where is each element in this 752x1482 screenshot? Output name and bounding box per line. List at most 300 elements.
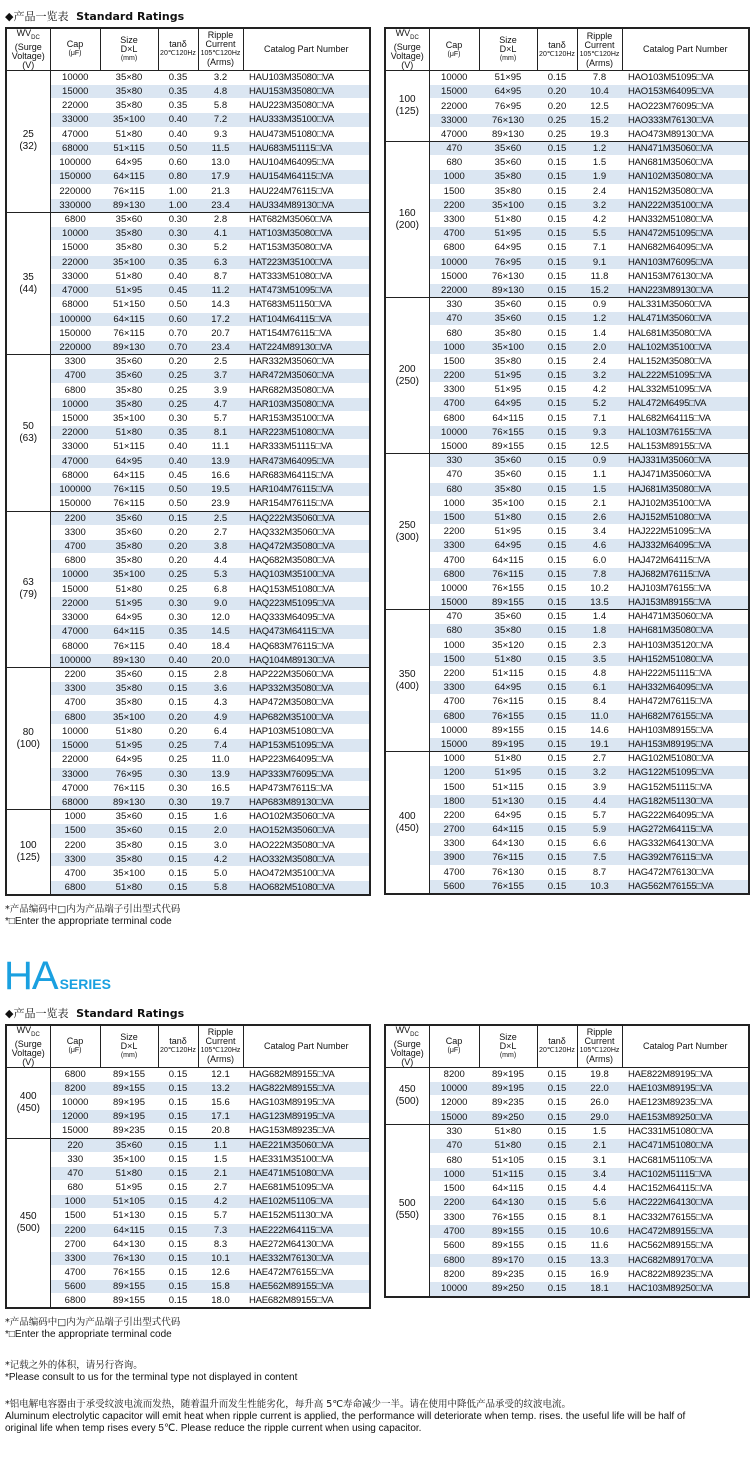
capacitance-cell: 150000 (50, 170, 100, 184)
tan-delta-cell: 0.50 (158, 298, 198, 312)
part-number-cell: HAU473M51080□VA (243, 127, 370, 141)
table-row (6, 1294, 370, 1309)
header-capacitance-line: (μF) (68, 1047, 82, 1055)
part-number-cell: HAR682M35080□VA (243, 383, 370, 397)
table-row (385, 652, 749, 666)
part-number-cell: HAR473M64095□VA (243, 454, 370, 468)
ripple-current-cell: 1.8 (577, 624, 622, 638)
part-number-cell: HAO332M35080□VA (243, 852, 370, 866)
size-cell: 35×80 (100, 838, 158, 852)
part-number-cell: HAG182M51130□VA (622, 794, 749, 808)
voltage-cell (385, 1124, 429, 1296)
header-capacitance-line: Cap (445, 39, 463, 50)
size-cell: 51×95 (479, 766, 537, 780)
header-voltage (6, 28, 50, 70)
capacitance-cell: 15000 (429, 85, 479, 99)
part-number-cell: HAO333M76130□VA (622, 113, 749, 127)
capacitance-cell: 100000 (50, 156, 100, 170)
tan-delta-cell: 0.15 (537, 638, 577, 652)
ripple-current-cell: 13.9 (198, 454, 243, 468)
tan-delta-cell: 0.15 (537, 1196, 577, 1210)
part-number-cell: HAU333M35100□VA (243, 113, 370, 127)
capacitance-cell: 4700 (50, 696, 100, 710)
part-number-cell: HAR333M51115□VA (243, 440, 370, 454)
part-number-cell: HAJ103M76155□VA (622, 581, 749, 595)
size-cell: 76×115 (100, 639, 158, 653)
rated-voltage: 400 (19, 1090, 37, 1102)
capacitance-cell: 8200 (429, 1267, 479, 1281)
header-voltage-line: (Surge (393, 41, 421, 52)
table-row (6, 653, 370, 667)
ripple-current-cell: 6.6 (577, 837, 622, 851)
capacitance-cell: 15000 (50, 1124, 100, 1138)
capacitance-cell: 10000 (429, 255, 479, 269)
rated-voltage: 25 (22, 129, 34, 141)
part-number-cell: HAC152M64115□VA (622, 1182, 749, 1196)
header-ripple-line: Current (205, 1036, 236, 1047)
surge-voltage: (125) (395, 106, 419, 118)
capacitance-cell: 1000 (429, 496, 479, 510)
size-cell: 51×150 (100, 298, 158, 312)
header-size (100, 1025, 158, 1067)
table-row (6, 881, 370, 896)
size-cell: 51×80 (100, 582, 158, 596)
part-number-cell: HAE562M89155□VA (243, 1280, 370, 1294)
header-part-number: Catalog Part Number (243, 1025, 370, 1067)
header-ripple-line: Ripple (586, 1027, 613, 1038)
header-size-line: Size (120, 1031, 138, 1042)
size-cell: 35×80 (100, 554, 158, 568)
capacitance-cell: 2700 (429, 823, 479, 837)
tan-delta-cell: 0.15 (537, 241, 577, 255)
size-cell: 51×115 (479, 780, 537, 794)
part-number-cell: HAE221M35060□VA (243, 1138, 370, 1152)
note-cn: *产品编码中□内为产品端子引出型式代码 (5, 904, 181, 915)
ripple-current-cell: 13.3 (577, 1253, 622, 1267)
size-cell: 51×80 (100, 269, 158, 283)
tan-delta-cell: 0.15 (537, 1239, 577, 1253)
tan-delta-cell: 0.15 (537, 1210, 577, 1224)
capacitance-cell: 3300 (50, 1251, 100, 1265)
header-ripple-line: (Arms) (207, 1054, 234, 1065)
table-row (6, 1138, 370, 1152)
size-cell: 35×80 (100, 696, 158, 710)
part-number-cell: HAT224M89130□VA (243, 340, 370, 354)
header-voltage-line: (V) (401, 59, 414, 70)
part-number-cell: HAL472M6495□VA (622, 397, 749, 411)
tan-delta-cell: 0.15 (537, 369, 577, 383)
size-cell: 35×80 (100, 852, 158, 866)
part-number-cell: HAG332M64130□VA (622, 837, 749, 851)
tan-delta-cell: 0.15 (537, 283, 577, 297)
table-row (385, 709, 749, 723)
capacitance-cell: 68000 (50, 639, 100, 653)
ripple-current-cell: 2.6 (577, 510, 622, 524)
capacitance-cell: 2200 (429, 369, 479, 383)
ripple-current-cell: 23.4 (198, 198, 243, 212)
rated-voltage: 160 (398, 207, 416, 219)
part-number-cell: HAH332M64095□VA (622, 681, 749, 695)
header-ripple-line: (Arms) (586, 57, 613, 68)
header-ripple-line: 105℃120Hz (200, 1047, 241, 1055)
section-heading-2 (5, 1005, 184, 1021)
capacitance-cell: 3300 (429, 681, 479, 695)
ripple-current-cell: 15.6 (198, 1096, 243, 1110)
size-cell: 89×130 (100, 653, 158, 667)
capacitance-cell: 680 (429, 326, 479, 340)
tan-delta-cell: 0.30 (158, 611, 198, 625)
tan-delta-cell: 0.15 (158, 1110, 198, 1124)
ripple-current-cell: 26.0 (577, 1096, 622, 1110)
part-number-cell: HAT682M35060□VA (243, 212, 370, 226)
ripple-current-cell: 18.1 (577, 1282, 622, 1297)
tan-delta-cell: 0.30 (158, 795, 198, 809)
ripple-current-cell: 5.2 (577, 397, 622, 411)
size-cell: 89×250 (479, 1282, 537, 1297)
table-row (385, 1067, 749, 1081)
part-number-cell: HAO682M51080□VA (243, 881, 370, 896)
table-row (6, 497, 370, 511)
size-cell: 51×80 (100, 1166, 158, 1180)
table-row (6, 1251, 370, 1265)
size-cell: 35×60 (100, 355, 158, 369)
capacitance-cell: 330 (429, 298, 479, 312)
table-row (385, 411, 749, 425)
table-row (6, 739, 370, 753)
header-voltage-line: (Surge (393, 1038, 421, 1049)
ripple-current-cell: 4.2 (577, 383, 622, 397)
table-row (6, 426, 370, 440)
table-row (385, 283, 749, 297)
part-number-cell: HAL471M35060□VA (622, 312, 749, 326)
note-en: *Please consult to us for the terminal type not displayed in content (5, 1372, 298, 1383)
tan-delta-cell: 0.15 (537, 510, 577, 524)
voltage-cell (385, 1067, 429, 1124)
tan-delta-cell: 0.60 (158, 156, 198, 170)
ratings-table-3 (5, 1024, 371, 1309)
size-cell: 35×60 (479, 142, 537, 156)
table-row (6, 611, 370, 625)
size-cell: 35×100 (479, 198, 537, 212)
part-number-cell: HAO153M64095□VA (622, 85, 749, 99)
part-number-cell: HAL152M35080□VA (622, 354, 749, 368)
capacitance-cell: 1000 (429, 638, 479, 652)
tan-delta-cell: 0.40 (158, 440, 198, 454)
header-size-line: Size (120, 34, 138, 45)
tan-delta-cell: 0.50 (158, 483, 198, 497)
table-row (385, 212, 749, 226)
header-part-number: Catalog Part Number (622, 1025, 749, 1067)
header-capacitance-line: (μF) (68, 50, 82, 58)
tan-delta-cell: 0.60 (158, 312, 198, 326)
header-row (6, 1025, 370, 1067)
size-cell: 51×80 (100, 881, 158, 896)
tan-delta-cell: 0.25 (158, 383, 198, 397)
table-row (6, 326, 370, 340)
part-number-cell: HAG822M89155□VA (243, 1081, 370, 1095)
header-size-line: D×L (120, 1040, 138, 1051)
part-number-cell: HAG122M51095□VA (622, 766, 749, 780)
tan-delta-cell: 0.15 (158, 881, 198, 896)
section-heading (5, 8, 184, 24)
tan-delta-cell: 0.15 (537, 71, 577, 85)
capacitance-cell: 6800 (50, 212, 100, 226)
capacitance-cell: 100000 (50, 653, 100, 667)
table-row (385, 1182, 749, 1196)
table-row (6, 625, 370, 639)
table-row (385, 227, 749, 241)
ripple-current-cell: 1.5 (577, 1124, 622, 1138)
header-ripple (577, 1025, 622, 1067)
ripple-current-cell: 7.5 (577, 851, 622, 865)
voltage-cell (385, 298, 429, 454)
part-number-cell: HAQ473M64115□VA (243, 625, 370, 639)
tan-delta-cell: 0.15 (158, 1124, 198, 1138)
size-cell: 64×95 (479, 808, 537, 822)
size-cell: 51×115 (479, 666, 537, 680)
part-number-cell: HAE681M51095□VA (243, 1181, 370, 1195)
capacitance-cell: 2200 (429, 666, 479, 680)
capacitance-cell: 68000 (50, 795, 100, 809)
size-cell: 89×195 (479, 1067, 537, 1081)
capacitance-cell: 220000 (50, 184, 100, 198)
part-number-cell: HAL681M35080□VA (622, 326, 749, 340)
capacitance-cell: 470 (429, 312, 479, 326)
part-number-cell: HAP683M89130□VA (243, 795, 370, 809)
tan-delta-cell: 0.15 (537, 1253, 577, 1267)
tan-delta-cell: 0.15 (537, 298, 577, 312)
table-row (6, 99, 370, 113)
size-cell: 35×100 (100, 255, 158, 269)
tan-delta-cell: 0.15 (158, 838, 198, 852)
table-row (385, 1282, 749, 1297)
tan-delta-cell: 0.25 (158, 568, 198, 582)
part-number-cell: HAL682M64115□VA (622, 411, 749, 425)
capacitance-cell: 4700 (429, 865, 479, 879)
header-ripple-line: Current (584, 39, 615, 50)
table-row (6, 85, 370, 99)
rated-voltage: 50 (22, 420, 34, 432)
tan-delta-cell: 0.15 (537, 354, 577, 368)
part-number-cell: HAP472M35080□VA (243, 696, 370, 710)
part-number-cell: HAN223M89130□VA (622, 283, 749, 297)
size-cell: 89×155 (100, 1081, 158, 1095)
surge-voltage: (200) (395, 219, 419, 231)
size-cell: 35×60 (100, 824, 158, 838)
part-number-cell: HAJ331M35060□VA (622, 454, 749, 468)
header-voltage-line: WV (395, 28, 411, 39)
size-cell: 89×155 (479, 1239, 537, 1253)
ratings-table-4 (384, 1024, 750, 1298)
capacitance-cell: 22000 (50, 426, 100, 440)
part-number-cell: HAU153M35080□VA (243, 85, 370, 99)
size-cell: 76×115 (100, 781, 158, 795)
ripple-current-cell: 13.2 (198, 1081, 243, 1095)
size-cell: 76×130 (100, 1251, 158, 1265)
size-cell: 51×95 (479, 227, 537, 241)
size-cell: 35×80 (100, 383, 158, 397)
ripple-current-cell: 11.1 (198, 440, 243, 454)
tan-delta-cell: 1.00 (158, 198, 198, 212)
capacitance-cell: 6800 (429, 241, 479, 255)
part-number-cell: HAN152M35080□VA (622, 184, 749, 198)
size-cell: 35×100 (479, 340, 537, 354)
table-row (6, 1223, 370, 1237)
ripple-current-cell: 15.2 (577, 283, 622, 297)
size-cell: 35×100 (100, 867, 158, 881)
header-voltage-line: WV (16, 28, 32, 38)
capacitance-cell: 470 (429, 1139, 479, 1153)
ripple-current-cell: 8.4 (577, 695, 622, 709)
tan-delta-cell: 0.15 (158, 810, 198, 824)
surge-voltage: (32) (19, 141, 38, 153)
header-tan-delta-line: 20℃120Hz (539, 1047, 575, 1055)
size-cell: 35×80 (100, 241, 158, 255)
part-number-cell: HAQ223M51095□VA (243, 596, 370, 610)
header-tan-delta-line: tanδ (169, 39, 187, 50)
capacitance-cell: 22000 (50, 99, 100, 113)
size-cell: 64×95 (479, 241, 537, 255)
capacitance-cell: 1500 (50, 1209, 100, 1223)
table-row (385, 1225, 749, 1239)
size-cell: 76×115 (100, 326, 158, 340)
ripple-current-cell: 0.9 (577, 298, 622, 312)
series-title (4, 954, 111, 999)
rated-voltage: 100 (398, 94, 416, 106)
header-capacitance-line: (μF) (447, 1047, 461, 1055)
tan-delta-cell: 0.40 (158, 653, 198, 667)
table-row (6, 767, 370, 781)
size-cell: 89×195 (100, 1096, 158, 1110)
note-en: Aluminum electrolytic capacitor will emit heat when ripple current is applied, the performance will deteriorate when temp. rises. the useful life will be half of (5, 1411, 686, 1422)
size-cell: 35×60 (100, 511, 158, 525)
part-number-cell: HAJ222M51095□VA (622, 525, 749, 539)
part-number-cell: HAP153M51095□VA (243, 739, 370, 753)
ripple-current-cell: 6.1 (577, 681, 622, 695)
size-cell: 35×80 (479, 184, 537, 198)
part-number-cell: HAN471M35060□VA (622, 142, 749, 156)
part-number-cell: HAT223M35100□VA (243, 255, 370, 269)
tan-delta-cell: 0.15 (158, 1294, 198, 1309)
series-suffix: SERIES (59, 976, 111, 992)
capacitance-cell: 10000 (429, 425, 479, 439)
capacitance-cell: 2200 (50, 1223, 100, 1237)
size-cell: 76×155 (479, 879, 537, 894)
size-cell: 89×235 (479, 1267, 537, 1281)
table-row (6, 269, 370, 283)
part-number-cell: HAJ681M35080□VA (622, 482, 749, 496)
header-size-line: (mm) (499, 55, 517, 63)
capacitance-cell: 330 (429, 1124, 479, 1138)
terminal-note-2 (5, 1317, 180, 1341)
table-row (385, 354, 749, 368)
ripple-current-cell: 3.6 (198, 682, 243, 696)
part-number-cell: HAN681M35060□VA (622, 156, 749, 170)
capacitance-cell: 6800 (50, 710, 100, 724)
table-row (6, 1280, 370, 1294)
capacitance-cell: 47000 (50, 625, 100, 639)
table-row (6, 184, 370, 198)
part-number-cell: HAN472M51095□VA (622, 227, 749, 241)
part-number-cell: HAR332M35060□VA (243, 355, 370, 369)
size-cell: 35×120 (479, 638, 537, 652)
header-capacitance-line: (μF) (447, 50, 461, 58)
part-number-cell: HAN153M76130□VA (622, 269, 749, 283)
part-number-cell: HAT473M51095□VA (243, 284, 370, 298)
capacitance-cell: 15000 (50, 582, 100, 596)
rated-voltage: 450 (398, 1083, 416, 1095)
terminal-note (5, 904, 180, 928)
table-row (385, 1253, 749, 1267)
table-row (385, 525, 749, 539)
part-number-cell: HAT153M35080□VA (243, 241, 370, 255)
tan-delta-cell: 0.15 (537, 156, 577, 170)
part-number-cell: HAE272M64130□VA (243, 1237, 370, 1251)
part-number-cell: HAT103M35080□VA (243, 227, 370, 241)
capacitance-cell: 1500 (429, 652, 479, 666)
size-cell: 35×100 (100, 1152, 158, 1166)
note-cn: *记载之外的体积，请另行咨询。 (5, 1360, 143, 1371)
table-row (385, 723, 749, 737)
table-row (6, 582, 370, 596)
tan-delta-cell: 0.15 (158, 682, 198, 696)
header-capacitance (50, 1025, 100, 1067)
part-number-cell: HAE682M89155□VA (243, 1294, 370, 1309)
note-cn: *铝电解电容器由于承受纹波电流而发热，随着温升而发生性能劣化，每升高 5℃寿命减少一半。请在使用中降低产品承受的纹波电流。 (5, 1399, 571, 1410)
tan-delta-cell: 0.25 (537, 127, 577, 141)
ripple-current-cell: 1.2 (577, 312, 622, 326)
table-row (6, 369, 370, 383)
size-cell: 35×60 (479, 610, 537, 624)
capacitance-cell: 4700 (50, 1265, 100, 1279)
capacitance-cell: 6800 (50, 1294, 100, 1309)
table-row (385, 439, 749, 453)
capacitance-cell: 3300 (50, 355, 100, 369)
size-cell: 51×95 (100, 1181, 158, 1195)
surge-voltage: (500) (395, 1095, 419, 1107)
table-row (385, 1110, 749, 1124)
ripple-current-cell: 5.7 (577, 808, 622, 822)
ripple-current-cell: 0.9 (577, 454, 622, 468)
header-tan-delta-line: tanδ (548, 1036, 566, 1047)
capacitance-cell: 6800 (429, 709, 479, 723)
tan-delta-cell: 0.30 (158, 767, 198, 781)
capacitance-cell: 68000 (50, 468, 100, 482)
tan-delta-cell: 0.15 (537, 468, 577, 482)
ripple-current-cell: 7.1 (577, 241, 622, 255)
table-row (385, 794, 749, 808)
tan-delta-cell: 0.15 (537, 170, 577, 184)
capacitance-cell: 470 (429, 610, 479, 624)
ripple-current-cell: 1.2 (577, 142, 622, 156)
table-row (6, 141, 370, 155)
ripple-current-cell: 3.5 (577, 652, 622, 666)
size-cell: 35×60 (100, 810, 158, 824)
header-ripple-line: Ripple (207, 1027, 234, 1038)
header-voltage-line: (V) (401, 1056, 414, 1067)
capacitance-cell: 1500 (429, 1182, 479, 1196)
part-number-cell: HAN332M51080□VA (622, 212, 749, 226)
size-cell: 89×235 (100, 1124, 158, 1138)
part-number-cell: HAC103M89250□VA (622, 1282, 749, 1297)
capacitance-cell: 5600 (50, 1280, 100, 1294)
size-cell: 76×130 (479, 865, 537, 879)
table-row (385, 241, 749, 255)
tan-delta-cell: 0.40 (158, 113, 198, 127)
capacitance-cell: 1000 (429, 170, 479, 184)
table-row (6, 867, 370, 881)
ripple-current-cell: 20.0 (198, 653, 243, 667)
